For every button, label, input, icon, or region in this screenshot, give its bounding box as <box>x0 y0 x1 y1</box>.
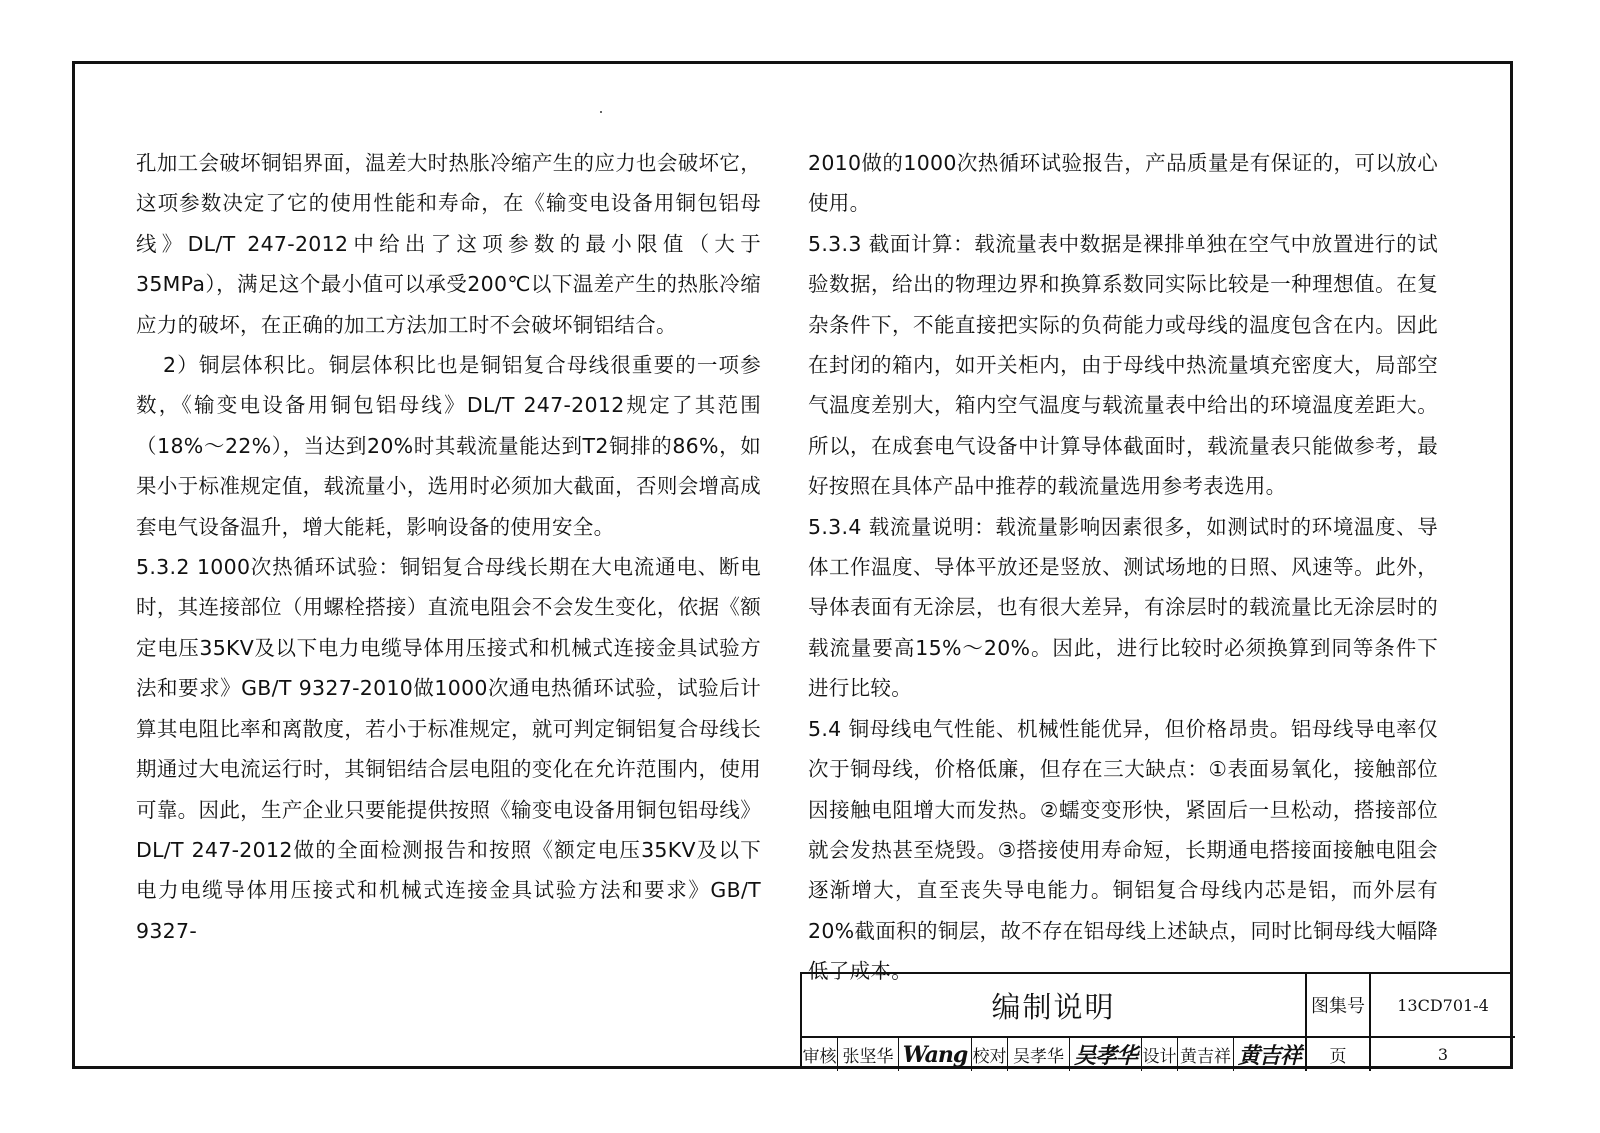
paragraph-left-1: 孔加工会破坏铜铝界面，温差大时热胀冷缩产生的应力也会破坏它，这项参数决定了它的使用性能和寿命，在《输变电设备用铜包铝母线》DL/T 247-2012中给出了这项参数的最小限值（大于35MPa），满足这个最小值可以承受200℃以下温差产生的热胀冷缩应力的破坏，在正确的加工方法加工时不会破坏铜铝结合。 <box>136 151 761 337</box>
checker-name: 吴孝华 <box>1008 1038 1070 1071</box>
page-label: 页 <box>1307 1038 1371 1071</box>
paragraph-left-3: 5.3.2 1000次热循环试验：铜铝复合母线长期在大电流通电、断电时，其连接部位（用螺栓搭接）直流电阻会不会发生变化，依据《额定电压35KV及以下电力电缆导体用压接式和机械式连接金具试验方法和要求》GB/T 9327-2010做1000次通电热循环试验，试验后计算其电阻比率和离散度，若小于标准规定，就可判定铜铝复合母线长期通过大电流运行时，其铜铝结合层电阻的变化在允许范围内，使用可靠。因此，生产企业只要能提供按照《输变电设备用铜包铝母线》DL/T 247-2012做的全面检测报告和按照《额定电压35KV及以下电力电缆导体用压接式和机械式连接金具试验方法和要求》GB/T 9327- <box>136 555 761 943</box>
designer-signature: 黄吉祥 <box>1234 1038 1307 1071</box>
paragraph-left-2: 2）铜层体积比。铜层体积比也是铜铝复合母线很重要的一项参数，《输变电设备用铜包铝母线》DL/T 247-2012规定了其范围（18%～22%），当达到20%时其载流量能达到T2铜排的86%，如果小于标准规定值，载流量小，选用时必须加大截面，否则会增高成套电气设备温升，增大能耗，影响设备的使用安全。 <box>136 353 761 539</box>
paragraph-right-3: 5.3.4 载流量说明：载流量影响因素很多，如测试时的环境温度、导体工作温度、导体平放还是竖放、测试场地的日照、风速等。此外，导体表面有无涂层，也有很大差异，有涂层时的载流量比无涂层时的载流量要高15%～20%。因此，进行比较时必须换算到同等条件下进行比较。 <box>808 514 1438 701</box>
check-label: 校对 <box>972 1038 1008 1071</box>
left-text-column <box>136 143 761 951</box>
designer-name: 黄吉祥 <box>1178 1038 1234 1071</box>
paragraph-right-2: 5.3.3 截面计算：载流量表中数据是裸排单独在空气中放置进行的试验数据，给出的物理边界和换算系数同实际比较是一种理想值。在复杂条件下，不能直接把实际的负荷能力或母线的温度包含在内。因此在封闭的箱内，如开关柜内，由于母线中热流量填充密度大，局部空气温度差别大，箱内空气温度与载流量表中给出的环境温度差距大。所以，在成套电气设备中计算导体截面时，载流量表只能做参考，最好按照在具体产品中推荐的载流量选用参考表选用。 <box>808 231 1438 499</box>
checker-signature: 吴孝华 <box>1070 1038 1142 1071</box>
review-label: 审核 <box>802 1038 838 1071</box>
drawing-title: 编制说明 <box>802 974 1307 1038</box>
paragraph-right-1: 2010做的1000次热循环试验报告，产品质量是有保证的，可以放心使用。 <box>808 151 1438 216</box>
right-text-column <box>808 143 1438 992</box>
atlas-number: 13CD701-4 <box>1371 974 1515 1038</box>
atlas-number-label: 图集号 <box>1307 974 1371 1038</box>
page-number: 3 <box>1437 1045 1449 1064</box>
reviewer-name: 张坚华 <box>838 1038 899 1071</box>
paragraph-right-4: 5.4 铜母线电气性能、机械性能优异，但价格昂贵。铝母线导电率仅次于铜母线，价格低廉，但存在三大缺点：①表面易氧化，接触部位因接触电阻增大而发热。②蠕变变形快，紧固后一旦松动，搭接部位就会发热甚至烧毁。③搭接使用寿命短，长期通电搭接面接触电阻会逐渐增大，直至丧失导电能力。铜铝复合母线内芯是铝，而外层有20%截面积的铜层，故不存在铝母线上述缺点，同时比铜母线大幅降低了成本。 <box>808 716 1438 984</box>
title-block <box>800 972 1513 1069</box>
scan-speck <box>600 111 602 113</box>
design-label: 设计 <box>1142 1038 1178 1071</box>
reviewer-signature: Wang <box>899 1038 972 1071</box>
